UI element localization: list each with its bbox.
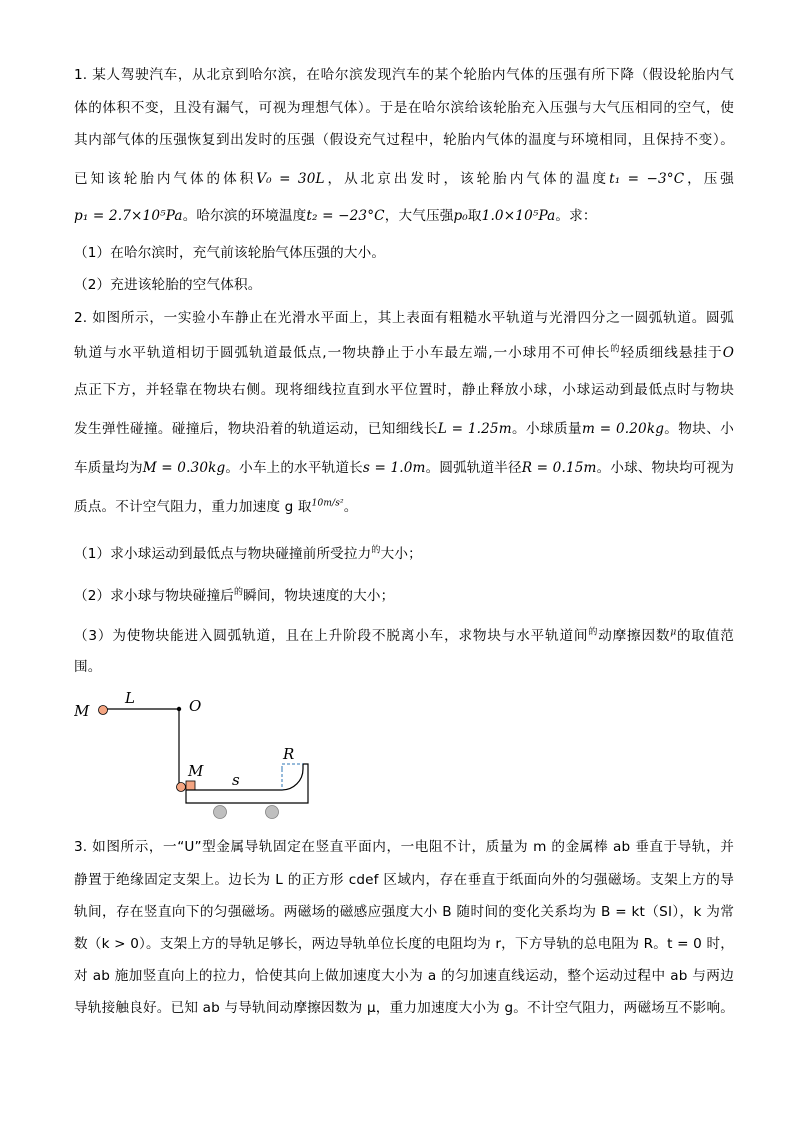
block (186, 781, 195, 790)
label-O: O (189, 697, 202, 715)
label-R: R (283, 745, 295, 763)
q2-line-5: 车质量均为M = 0.30kg。小车上的水平轨道长s = 1.0m。圆弧轨道半径R = 0.15m。小球、物块均可视为 (74, 460, 735, 476)
q2-subquestion-3-cont: 围。 (74, 659, 102, 675)
radius-indicator (282, 764, 303, 769)
label-L: L (125, 690, 135, 707)
q2-mass-formula: m = 0.20kg (581, 421, 665, 437)
pivot-point (177, 707, 181, 711)
q2-subquestion-3: （3）为使物块能进入圆弧轨道，且在上升阶段不脱离小车，求物块与水平轨道间$^的$动摩擦因数$^\mu$的取值范 (74, 627, 735, 644)
q2-line-6: 质点。不计空气阻力，重力加速度 g 取$^{10m/s^2}$。 (74, 498, 358, 515)
q1-line-5: p₁ = 2.7×10⁵Pa。哈尔滨的环境温度t₂ = −23°C，大气压强p₀取1.0×10⁵Pa。求： (74, 208, 597, 224)
q2-length-formula: L = 1.25m (437, 421, 512, 437)
cart-pendulum-diagram (74, 690, 324, 830)
ball-bottom (177, 783, 186, 792)
q2-M-formula: M = 0.30kg (142, 460, 226, 476)
q1-subquestion-1: （1）在哈尔滨时，充气前该轮胎气体压强的大小。 (74, 245, 386, 261)
q3-line-6: 导轨接触良好。已知 ab 与导轨间动摩擦因数为 μ，重力加速度大小为 g。不计空气阻力，两磁场互不影响。 (74, 1000, 734, 1016)
q3-line-4: 数（k > 0）。支架上方的导轨足够长，两边导轨单位长度的电阻均为 r，下方导轨的总电阻为 R。t = 0 时， (74, 936, 734, 952)
wheel-left (214, 806, 227, 819)
q3-line-5: 对 ab 施加竖直向上的拉力，恰使其向上做加速度大小为 a 的匀加速直线运动，整个运动过程中 ab 与两边 (74, 968, 734, 984)
q2-line-2: 轨道与水平轨道相切于圆弧轨道最低点,一物块静止于小车最左端,一小球用不可伸长$^的$轻质细线悬挂于O (74, 344, 734, 361)
q1-temp1-formula: t₁ = −3°C (609, 171, 685, 187)
label-ball-M: M (74, 702, 90, 720)
q1-line-3: 其内部气体的压强恢复到出发时的压强（假设充气过程中，轮胎内气体的温度与环境相同，且保持不变）。 (74, 132, 734, 148)
cart-body (186, 764, 308, 803)
q2-subquestion-1: （1）求小球运动到最低点与物块碰撞前所受拉力$^的$大小； (74, 545, 422, 562)
q2-line-3: 点正下方，并轻靠在物块右侧。现将细线拉直到水平位置时，静止释放小球，小球运动到最低点时与物块 (74, 382, 734, 398)
q2-g-value: 10m/s² (311, 498, 344, 509)
q1-p0-symbol: p₀ (453, 208, 468, 224)
q3-line-3: 轨间，存在竖直向下的匀强磁场。两磁场的磁感应强度大小 B 随时间的变化关系均为 B = kt（SI），k 为常 (74, 904, 734, 920)
q1-volume-formula: V₀ = 30L (256, 171, 325, 187)
q1-line-1: 1. 某人驾驶汽车，从北京到哈尔滨，在哈尔滨发现汽车的某个轮胎内气体的压强有所下降（假设轮胎内气 (74, 67, 734, 83)
q1-pressure-formula: p₁ = 2.7×10⁵Pa (74, 208, 183, 224)
q2-R-formula: R = 0.15m (521, 460, 597, 476)
ball-horizontal (99, 706, 108, 715)
q1-temp2-formula: t₂ = −23°C (306, 208, 385, 224)
label-block-M: M (188, 762, 204, 780)
q2-line-4: 发生弹性碰撞。碰撞后，物块沿着的轨道运动，已知细线长L = 1.25m。小球质量m = 0.20kg。物块、小 (74, 421, 735, 437)
q2-line-1: 2. 如图所示，一实验小车静止在光滑水平面上，其上表面有粗糙水平轨道与光滑四分之一圆弧轨道。圆弧 (74, 310, 734, 326)
q3-line-1: 3. 如图所示，一“U”型金属导轨固定在竖直平面内，一电阻不计，质量为 m 的金属棒 ab 垂直于导轨，并 (74, 839, 734, 855)
q2-subquestion-2: （2）求小球与物块碰撞后$^的$瞬间，物块速度的大小； (74, 587, 395, 604)
q3-line-2: 静置于绝缘固定支架上。边长为 L 的正方形 cdef 区域内，存在垂直于纸面向外的匀强磁场。支架上方的导 (74, 872, 734, 888)
q1-line-4: 已知该轮胎内气体的体积V₀ = 30L，从北京出发时，该轮胎内气体的温度t₁ = −3°C，压强 (74, 171, 735, 187)
q1-line-2: 体的体积不变，且没有漏气，可视为理想气体）。于是在哈尔滨给该轮胎充入压强与大气压相同的空气，使 (74, 100, 734, 116)
wheel-right (266, 806, 279, 819)
q1-atm-formula: 1.0×10⁵Pa (481, 208, 556, 224)
label-s: s (232, 771, 240, 789)
q2-s-formula: s = 1.0m (362, 460, 426, 476)
q1-subquestion-2: （2）充进该轮胎的空气体积。 (74, 277, 262, 293)
